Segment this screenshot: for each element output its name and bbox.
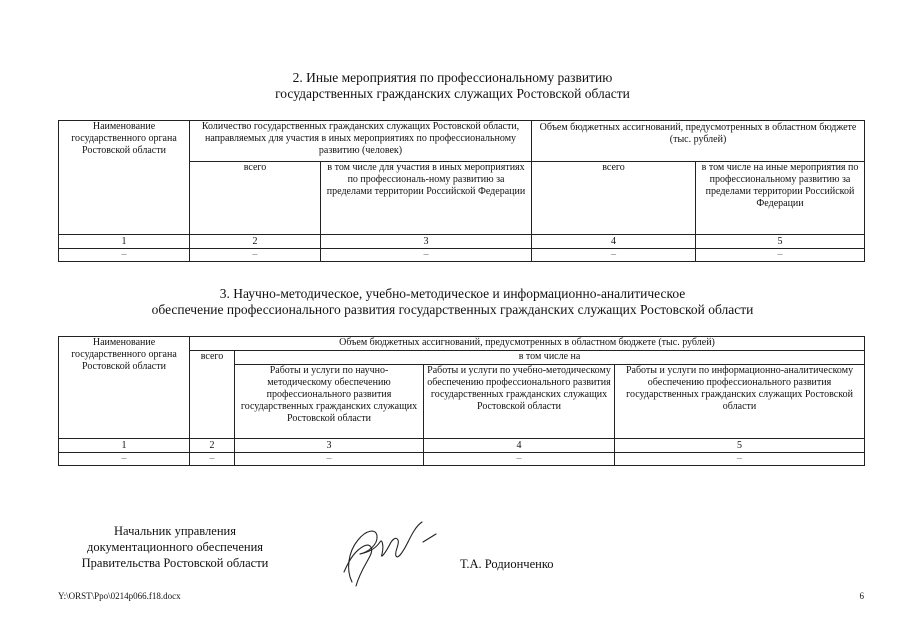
section3-number-row bbox=[59, 439, 865, 453]
section2-header-budget-including: в том числе на иные мероприятия по профессиональному развитию за пределами территории Российской Федерации bbox=[696, 162, 865, 235]
section2-header-count: Количество государственных гражданских служащих Ростовской области, направляемых для участия в иных мероприятиях по профессиональному развитию (человек) bbox=[190, 121, 532, 162]
table-cell: 1 bbox=[59, 235, 190, 249]
table-cell: 4 bbox=[532, 235, 696, 249]
section2-data-row bbox=[59, 249, 865, 262]
file-path: Y:\ORST\Ppo\0214p066.f18.docx bbox=[58, 591, 181, 601]
section2-header-budget: Объем бюджетных ассигнований, предусмотренных в областном бюджете (тыс. рублей) bbox=[532, 121, 865, 162]
table-cell: – bbox=[615, 453, 865, 466]
table-cell: 3 bbox=[235, 439, 424, 453]
section3-data-row bbox=[59, 453, 865, 466]
table-cell: – bbox=[532, 249, 696, 262]
section3-header-educational: Работы и услуги по учебно-методическому обеспечению профессионального развития государственных гражданских служащих Ростовской области bbox=[424, 365, 615, 439]
table-cell: – bbox=[190, 249, 321, 262]
handwritten-signature bbox=[330, 512, 440, 590]
section3-title-line1: 3. Научно-методическое, учебно-методическое и информационно-аналитическое bbox=[219, 286, 686, 301]
table-cell: 4 bbox=[424, 439, 615, 453]
position-line: документационного обеспечения bbox=[86, 540, 264, 554]
table-cell: 3 bbox=[321, 235, 532, 249]
section3-header-information: Работы и услуги по информационно-аналитическому обеспечению профессионального развития государственных гражданских служащих Ростовской области bbox=[615, 365, 865, 439]
section3-header-name: Наименование государственного органа Ростовской области bbox=[59, 337, 190, 439]
table-cell: – bbox=[424, 453, 615, 466]
table-cell: – bbox=[321, 249, 532, 262]
position-line: Начальник управления bbox=[114, 524, 236, 538]
section2-number-row bbox=[59, 235, 865, 249]
section3-header-scientific: Работы и услуги по научно-методическому обеспечению профессионального развития государственных гражданских служащих Ростовской области bbox=[235, 365, 424, 439]
table-cell: 1 bbox=[59, 439, 190, 453]
section2-header-budget-total: всего bbox=[532, 162, 696, 235]
table-cell: 2 bbox=[190, 439, 235, 453]
section3-title-line2: обеспечение профессионального развития государственных гражданских служащих Ростовской области bbox=[151, 302, 754, 317]
table-cell: 5 bbox=[615, 439, 865, 453]
table-cell: – bbox=[696, 249, 865, 262]
section2-title-line1: 2. Иные мероприятия по профессиональному развитию bbox=[292, 70, 613, 85]
signatory-name: Т.А. Родионченко bbox=[460, 557, 554, 571]
table-cell: – bbox=[190, 453, 235, 466]
section3-header-budget: Объем бюджетных ассигнований, предусмотренных в областном бюджете (тыс. рублей) bbox=[190, 337, 865, 351]
page-number: 6 bbox=[859, 591, 864, 601]
section3-table bbox=[58, 336, 865, 466]
table-cell: – bbox=[59, 453, 190, 466]
position-line: Правительства Ростовской области bbox=[81, 556, 269, 570]
section2-table bbox=[58, 120, 865, 262]
table-cell: 5 bbox=[696, 235, 865, 249]
table-cell: 2 bbox=[190, 235, 321, 249]
section2-header-count-total: всего bbox=[190, 162, 321, 235]
table-cell: – bbox=[235, 453, 424, 466]
signatory-position bbox=[50, 523, 300, 571]
section2-title-line2: государственных гражданских служащих Ростовской области bbox=[275, 86, 630, 101]
section2-header-count-including: в том числе для участия в иных мероприятиях по профессиональ-ному развитию за пределами территории Российской Федерации bbox=[321, 162, 532, 235]
section3-header-total: всего bbox=[190, 351, 235, 439]
table-cell: – bbox=[59, 249, 190, 262]
section3-header-including: в том числе на bbox=[235, 351, 865, 365]
section2-header-name: Наименование государственного органа Ростовской области bbox=[59, 121, 190, 235]
